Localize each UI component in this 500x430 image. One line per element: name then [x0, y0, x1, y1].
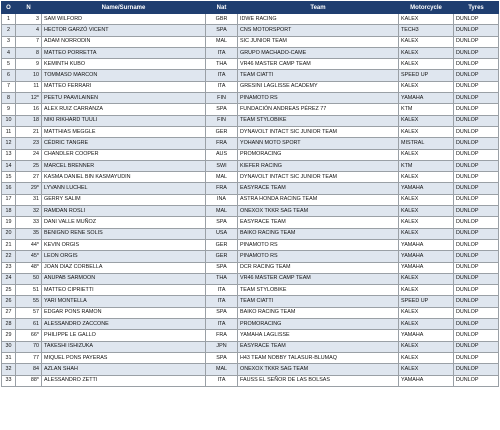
cell-nationality: THA: [206, 59, 238, 70]
cell-number: 51: [16, 285, 42, 296]
table-row: [2, 126, 499, 137]
cell-tyres: DUNLOP: [454, 251, 499, 262]
table-row: [2, 25, 499, 36]
cell-nationality: MAL: [206, 172, 238, 183]
cell-motorcycle: KALEX: [399, 115, 454, 126]
cell-position: 3: [2, 36, 16, 47]
cell-position: 9: [2, 104, 16, 115]
cell-position: 6: [2, 70, 16, 81]
cell-tyres: DUNLOP: [454, 319, 499, 330]
cell-number: 32: [16, 206, 42, 217]
cell-nationality: MAL: [206, 36, 238, 47]
cell-number: 23: [16, 138, 42, 149]
cell-name: RAMDAN ROSLI: [42, 206, 206, 217]
cell-motorcycle: YAMAHA: [399, 239, 454, 250]
cell-number: 33: [16, 217, 42, 228]
cell-tyres: DUNLOP: [454, 285, 499, 296]
cell-tyres: DUNLOP: [454, 93, 499, 104]
cell-position: 4: [2, 47, 16, 58]
cell-position: 7: [2, 81, 16, 92]
cell-number: 27: [16, 172, 42, 183]
table-row: [2, 172, 499, 183]
table-row: [2, 47, 499, 58]
cell-number: 29*: [16, 183, 42, 194]
cell-number: 3: [16, 14, 42, 25]
cell-nationality: ITA: [206, 70, 238, 81]
cell-number: 8: [16, 47, 42, 58]
cell-motorcycle: SPEED UP: [399, 70, 454, 81]
cell-tyres: DUNLOP: [454, 330, 499, 341]
cell-team: PROMORACING: [238, 149, 399, 160]
cell-nationality: MAL: [206, 364, 238, 375]
cell-name: MIQUEL PONS PAYERAS: [42, 352, 206, 363]
cell-position: 12: [2, 138, 16, 149]
cell-tyres: DUNLOP: [454, 160, 499, 171]
cell-motorcycle: KTM: [399, 160, 454, 171]
cell-nationality: ITA: [206, 375, 238, 386]
table-header: [2, 2, 499, 14]
cell-nationality: ITA: [206, 319, 238, 330]
cell-position: 1: [2, 14, 16, 25]
cell-team: SIC JUNIOR TEAM: [238, 36, 399, 47]
cell-tyres: DUNLOP: [454, 206, 499, 217]
cell-tyres: DUNLOP: [454, 81, 499, 92]
table-row: [2, 228, 499, 239]
cell-position: 11: [2, 126, 16, 137]
cell-name: SAM WILFORD: [42, 14, 206, 25]
cell-position: 28: [2, 319, 16, 330]
cell-nationality: ITA: [206, 296, 238, 307]
entry-list-table: [1, 1, 499, 387]
table-row: [2, 262, 499, 273]
cell-position: 19: [2, 217, 16, 228]
cell-number: 16: [16, 104, 42, 115]
cell-tyres: DUNLOP: [454, 307, 499, 318]
table-row: [2, 341, 499, 352]
cell-tyres: DUNLOP: [454, 172, 499, 183]
cell-team: ONEXOX TKKR SAG TEAM: [238, 206, 399, 217]
table-row: [2, 149, 499, 160]
cell-number: 31: [16, 194, 42, 205]
cell-motorcycle: YAMAHA: [399, 262, 454, 273]
cell-motorcycle: KALEX: [399, 217, 454, 228]
header-number: N: [16, 2, 42, 14]
table-row: [2, 285, 499, 296]
cell-motorcycle: YAMAHA: [399, 93, 454, 104]
header-tyres: Tyres: [454, 2, 499, 14]
cell-number: 45*: [16, 251, 42, 262]
cell-number: 66*: [16, 330, 42, 341]
header-position: O: [2, 2, 16, 14]
cell-nationality: GER: [206, 126, 238, 137]
cell-team: YOHANN MOTO SPORT: [238, 138, 399, 149]
cell-name: AZLAN SHAH: [42, 364, 206, 375]
cell-number: 12*: [16, 93, 42, 104]
cell-tyres: DUNLOP: [454, 194, 499, 205]
cell-motorcycle: KALEX: [399, 194, 454, 205]
cell-nationality: MAL: [206, 206, 238, 217]
cell-motorcycle: KALEX: [399, 307, 454, 318]
cell-team: VR46 MASTER CAMP TEAM: [238, 273, 399, 284]
cell-nationality: SPA: [206, 352, 238, 363]
cell-position: 14: [2, 160, 16, 171]
cell-position: 23: [2, 262, 16, 273]
table-body: [2, 14, 499, 387]
cell-position: 16: [2, 183, 16, 194]
cell-position: 8: [2, 93, 16, 104]
cell-tyres: DUNLOP: [454, 341, 499, 352]
table-row: [2, 115, 499, 126]
cell-nationality: FIN: [206, 115, 238, 126]
cell-tyres: DUNLOP: [454, 149, 499, 160]
cell-tyres: DUNLOP: [454, 352, 499, 363]
header-row: [2, 2, 499, 14]
cell-position: 21: [2, 239, 16, 250]
cell-tyres: DUNLOP: [454, 115, 499, 126]
cell-name: MATTEO PORRETTA: [42, 47, 206, 58]
cell-number: 35: [16, 228, 42, 239]
cell-name: ALESSANDRO ZACCONE: [42, 319, 206, 330]
cell-position: 24: [2, 273, 16, 284]
cell-tyres: DUNLOP: [454, 14, 499, 25]
cell-number: 4: [16, 25, 42, 36]
cell-nationality: GER: [206, 251, 238, 262]
cell-position: 31: [2, 352, 16, 363]
cell-name: CÉDRIC TANGRE: [42, 138, 206, 149]
cell-name: CHANDLER COOPER: [42, 149, 206, 160]
cell-nationality: SPA: [206, 217, 238, 228]
cell-name: KEVIN ORGIS: [42, 239, 206, 250]
table-row: [2, 375, 499, 386]
table-row: [2, 93, 499, 104]
table-row: [2, 36, 499, 47]
cell-position: 25: [2, 285, 16, 296]
cell-motorcycle: TECH3: [399, 25, 454, 36]
cell-motorcycle: KALEX: [399, 364, 454, 375]
cell-team: EASYRACE TEAM: [238, 183, 399, 194]
table-row: [2, 217, 499, 228]
cell-motorcycle: KALEX: [399, 341, 454, 352]
table-row: [2, 59, 499, 70]
cell-number: 70: [16, 341, 42, 352]
cell-name: JOAN DIAZ CORBELLA: [42, 262, 206, 273]
cell-tyres: DUNLOP: [454, 59, 499, 70]
cell-name: HECTOR GARZÓ VICENT: [42, 25, 206, 36]
cell-tyres: DUNLOP: [454, 375, 499, 386]
cell-team: PINAMOTO RS: [238, 251, 399, 262]
cell-motorcycle: KALEX: [399, 352, 454, 363]
cell-position: 22: [2, 251, 16, 262]
cell-nationality: GER: [206, 239, 238, 250]
cell-motorcycle: YAMAHA: [399, 183, 454, 194]
cell-name: MATTEO CIPRIETTI: [42, 285, 206, 296]
table-row: [2, 70, 499, 81]
cell-motorcycle: KTM: [399, 104, 454, 115]
cell-nationality: SPA: [206, 104, 238, 115]
cell-position: 32: [2, 364, 16, 375]
cell-number: 88*: [16, 375, 42, 386]
cell-team: IDWE RACING: [238, 14, 399, 25]
table-row: [2, 194, 499, 205]
cell-name: EDGAR PONS RAMON: [42, 307, 206, 318]
cell-tyres: DUNLOP: [454, 138, 499, 149]
cell-number: 11: [16, 81, 42, 92]
cell-nationality: SPA: [206, 25, 238, 36]
cell-position: 17: [2, 194, 16, 205]
cell-motorcycle: KALEX: [399, 206, 454, 217]
cell-position: 29: [2, 330, 16, 341]
cell-motorcycle: MISTRAL: [399, 138, 454, 149]
header-name: Name/Surname: [42, 2, 206, 14]
cell-name: PEETU PAAVILAINEN: [42, 93, 206, 104]
cell-position: 5: [2, 59, 16, 70]
cell-name: MATTHIAS MEGGLE: [42, 126, 206, 137]
cell-team: PINAMOTO RS: [238, 239, 399, 250]
cell-name: KASMA DANIEL BIN KASMAYUDIN: [42, 172, 206, 183]
cell-nationality: SWI: [206, 160, 238, 171]
cell-nationality: ITA: [206, 285, 238, 296]
cell-position: 30: [2, 341, 16, 352]
cell-nationality: INA: [206, 194, 238, 205]
cell-motorcycle: KALEX: [399, 36, 454, 47]
cell-motorcycle: KALEX: [399, 126, 454, 137]
cell-position: 18: [2, 206, 16, 217]
cell-position: 20: [2, 228, 16, 239]
cell-team: GRESINI LAGLISSE ACADEMY: [238, 81, 399, 92]
cell-tyres: DUNLOP: [454, 104, 499, 115]
cell-motorcycle: YAMAHA: [399, 251, 454, 262]
cell-number: 50: [16, 273, 42, 284]
cell-tyres: DUNLOP: [454, 273, 499, 284]
cell-name: TAKESHI ISHIZUKA: [42, 341, 206, 352]
cell-motorcycle: KALEX: [399, 59, 454, 70]
table-row: [2, 104, 499, 115]
table-row: [2, 251, 499, 262]
cell-team: TEAM STYLOBIKE: [238, 115, 399, 126]
table-row: [2, 138, 499, 149]
cell-team: EASYRACE TEAM: [238, 341, 399, 352]
cell-number: 18: [16, 115, 42, 126]
cell-name: LYVANN LUCHEL: [42, 183, 206, 194]
cell-team: ONEXOX TKKR SAG TEAM: [238, 364, 399, 375]
cell-nationality: FRA: [206, 138, 238, 149]
cell-number: 24: [16, 149, 42, 160]
cell-team: KIEFER RACING: [238, 160, 399, 171]
cell-tyres: DUNLOP: [454, 228, 499, 239]
cell-nationality: ITA: [206, 47, 238, 58]
cell-name: MARCEL BRENNER: [42, 160, 206, 171]
cell-team: CNS MOTORSPORT: [238, 25, 399, 36]
cell-tyres: DUNLOP: [454, 217, 499, 228]
cell-name: MATTEO FERRARI: [42, 81, 206, 92]
cell-name: BENIGNO RENE SOLIS: [42, 228, 206, 239]
cell-number: 44*: [16, 239, 42, 250]
cell-tyres: DUNLOP: [454, 262, 499, 273]
cell-nationality: USA: [206, 228, 238, 239]
cell-number: 61: [16, 319, 42, 330]
cell-number: 25: [16, 160, 42, 171]
cell-number: 21: [16, 126, 42, 137]
table-row: [2, 307, 499, 318]
cell-motorcycle: KALEX: [399, 149, 454, 160]
cell-team: BAIKO RACING TEAM: [238, 307, 399, 318]
cell-tyres: DUNLOP: [454, 47, 499, 58]
cell-number: 7: [16, 36, 42, 47]
cell-team: FAUSS EL SEÑOR DE LAS BOLSAS: [238, 375, 399, 386]
cell-nationality: SPA: [206, 262, 238, 273]
cell-number: 48*: [16, 262, 42, 273]
cell-name: DANI VALLE MUÑOZ: [42, 217, 206, 228]
cell-team: ASTRA HONDA RACING TEAM: [238, 194, 399, 205]
cell-number: 9: [16, 59, 42, 70]
table-row: [2, 330, 499, 341]
cell-motorcycle: YAMAHA: [399, 375, 454, 386]
cell-nationality: THA: [206, 273, 238, 284]
cell-name: ADAM NORRODIN: [42, 36, 206, 47]
cell-team: TEAM CIATTI: [238, 296, 399, 307]
table-row: [2, 206, 499, 217]
cell-tyres: DUNLOP: [454, 364, 499, 375]
table-row: [2, 273, 499, 284]
cell-team: H43 TEAM NOBBY TALASUR-BLUMAQ: [238, 352, 399, 363]
cell-number: 84: [16, 364, 42, 375]
cell-tyres: DUNLOP: [454, 183, 499, 194]
cell-number: 55: [16, 296, 42, 307]
cell-nationality: FRA: [206, 183, 238, 194]
cell-motorcycle: KALEX: [399, 172, 454, 183]
cell-nationality: AUS: [206, 149, 238, 160]
cell-team: TEAM CIATTI: [238, 70, 399, 81]
cell-nationality: SPA: [206, 307, 238, 318]
cell-tyres: DUNLOP: [454, 70, 499, 81]
cell-number: 57: [16, 307, 42, 318]
cell-name: GERRY SALIM: [42, 194, 206, 205]
table-row: [2, 239, 499, 250]
cell-team: GRUPO MACHADO-CAME: [238, 47, 399, 58]
cell-position: 27: [2, 307, 16, 318]
cell-position: 13: [2, 149, 16, 160]
cell-tyres: DUNLOP: [454, 239, 499, 250]
cell-motorcycle: KALEX: [399, 47, 454, 58]
cell-motorcycle: KALEX: [399, 228, 454, 239]
cell-tyres: DUNLOP: [454, 126, 499, 137]
cell-team: YAMAHA LAGLISSE: [238, 330, 399, 341]
cell-name: LEON ORGIS: [42, 251, 206, 262]
cell-nationality: ITA: [206, 81, 238, 92]
cell-name: ALEX RUIZ CARRANZA: [42, 104, 206, 115]
cell-team: PROMORACING: [238, 319, 399, 330]
table-row: [2, 14, 499, 25]
table-row: [2, 183, 499, 194]
cell-position: 10: [2, 115, 16, 126]
cell-team: DYNAVOLT INTACT SIC JUNIOR TEAM: [238, 126, 399, 137]
table-row: [2, 160, 499, 171]
cell-nationality: JPN: [206, 341, 238, 352]
cell-team: EASYRACE TEAM: [238, 217, 399, 228]
header-motorcycle: Motorcycle: [399, 2, 454, 14]
cell-motorcycle: KALEX: [399, 319, 454, 330]
cell-nationality: FIN: [206, 93, 238, 104]
cell-motorcycle: KALEX: [399, 14, 454, 25]
cell-name: KEMINTH KUBO: [42, 59, 206, 70]
header-nationality: Nat: [206, 2, 238, 14]
cell-motorcycle: KALEX: [399, 273, 454, 284]
cell-team: DYNAVOLT INTACT SIC JUNIOR TEAM: [238, 172, 399, 183]
cell-name: TOMMASO MARCON: [42, 70, 206, 81]
cell-team: TEAM STYLOBIKE: [238, 285, 399, 296]
cell-number: 77: [16, 352, 42, 363]
cell-motorcycle: YAMAHA: [399, 330, 454, 341]
table-row: [2, 364, 499, 375]
cell-name: NIKI RIKHARD TUULI: [42, 115, 206, 126]
cell-tyres: DUNLOP: [454, 25, 499, 36]
cell-position: 33: [2, 375, 16, 386]
table-row: [2, 296, 499, 307]
header-team: Team: [238, 2, 399, 14]
cell-team: VR46 MASTER CAMP TEAM: [238, 59, 399, 70]
cell-name: ANUPAB SARMOON: [42, 273, 206, 284]
cell-motorcycle: KALEX: [399, 81, 454, 92]
cell-team: BAIKO RACING TEAM: [238, 228, 399, 239]
cell-motorcycle: KALEX: [399, 285, 454, 296]
table-row: [2, 352, 499, 363]
cell-name: PHILIPPE LE GALLO: [42, 330, 206, 341]
cell-team: PINAMOTO RS: [238, 93, 399, 104]
cell-motorcycle: SPEED UP: [399, 296, 454, 307]
cell-team: FUNDACIÓN ANDREAS PÉREZ 77: [238, 104, 399, 115]
cell-position: 2: [2, 25, 16, 36]
table-row: [2, 81, 499, 92]
cell-position: 15: [2, 172, 16, 183]
cell-name: ALESSANDRO ZETTI: [42, 375, 206, 386]
cell-number: 10: [16, 70, 42, 81]
cell-name: YARI MONTELLA: [42, 296, 206, 307]
cell-position: 26: [2, 296, 16, 307]
cell-tyres: DUNLOP: [454, 36, 499, 47]
cell-nationality: FRA: [206, 330, 238, 341]
cell-team: DCR RACING TEAM: [238, 262, 399, 273]
cell-tyres: DUNLOP: [454, 296, 499, 307]
cell-nationality: GBR: [206, 14, 238, 25]
table-row: [2, 319, 499, 330]
